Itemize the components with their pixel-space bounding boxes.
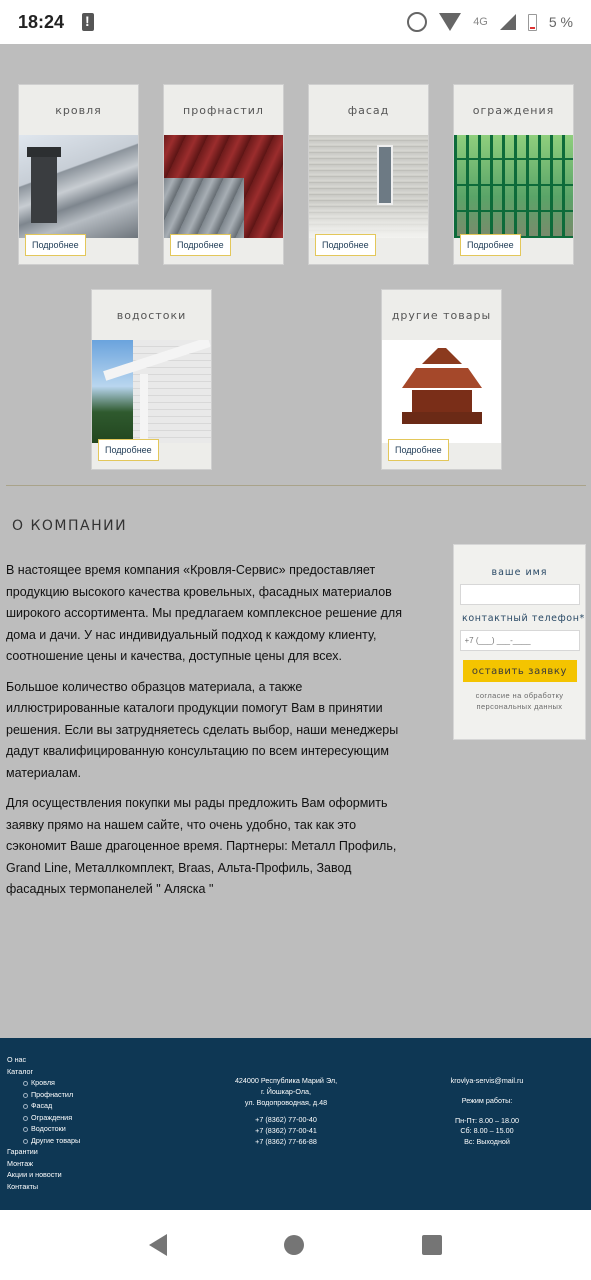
catalog-card-roofing[interactable] xyxy=(18,84,139,265)
cap-body xyxy=(412,390,472,412)
hours-line: Вс: Выходной xyxy=(464,1137,510,1147)
address-line: ул. Водопроводная, д.48 xyxy=(244,1097,328,1107)
wifi-icon xyxy=(439,13,461,31)
phone-input[interactable] xyxy=(460,630,580,651)
fade-overlay xyxy=(309,203,428,238)
other-goods-image xyxy=(382,340,501,443)
name-label: ваше имя xyxy=(491,567,548,578)
footer xyxy=(0,1038,591,1210)
chimney-shape xyxy=(31,153,57,223)
about-paragraph: В настоящее время компания «Кровля-Сервис» предоставляет продукцию высокого качества кровельных, фасадных материалов широкого ассортимента. Мы предлагаем комплексное решение для дома и дачи. У нас индивидуальный подход к каждому клиенту, соотношение цены и качества, доступные цены для всех. xyxy=(6,563,402,663)
recents-icon[interactable] xyxy=(422,1235,442,1255)
address-line: г. Йошкар-Ола, xyxy=(260,1086,312,1096)
details-button[interactable]: Подробнее xyxy=(170,234,231,256)
footer-link-news[interactable]: Акции и новости xyxy=(7,1170,62,1179)
catalog-card-fences[interactable] xyxy=(453,84,574,265)
grey-sheet-shape xyxy=(164,178,244,238)
card-title: другие товары xyxy=(391,308,492,322)
phone-link[interactable]: +7 (8362) 77-00-41 xyxy=(255,1126,317,1136)
android-navigation-bar xyxy=(0,1210,591,1280)
battery-level: 5 % xyxy=(548,14,573,30)
hours-line: Пн-Пт: 8.00 – 18.00 xyxy=(455,1115,519,1125)
alarm-icon xyxy=(407,12,427,32)
submit-request-button[interactable]: оставить заявку xyxy=(463,660,577,682)
home-icon[interactable] xyxy=(284,1235,304,1255)
back-icon[interactable] xyxy=(149,1234,167,1256)
catalog-card-other[interactable] xyxy=(381,289,502,470)
hours-line: Сб: 8.00 – 15.00 xyxy=(460,1126,514,1136)
email-link[interactable]: krovlya-servis@mail.ru xyxy=(450,1076,524,1085)
about-paragraph: Большое количество образцов материала, а также иллюстрированные каталоги продукции помогут Вам в принятии решения. Если вы затрудняетесь сделать выбор, наши менеджеры дадут квалифицированную консультацию по всем интересующим материалам. xyxy=(6,679,399,780)
details-button[interactable]: Подробнее xyxy=(315,234,376,256)
consent-link[interactable]: согласие на обработку персональных данных xyxy=(475,691,564,711)
footer-link-gutters[interactable]: Водостоки xyxy=(7,1123,80,1135)
phone-label: контактный телефон* xyxy=(462,613,585,624)
card-title: фасад xyxy=(347,103,390,117)
fences-image xyxy=(454,135,573,238)
footer-address-block xyxy=(230,1076,342,1148)
footer-link-profnastil[interactable]: Профнастил xyxy=(7,1089,80,1101)
phone-link[interactable]: +7 (8362) 77-00-40 xyxy=(255,1115,317,1125)
footer-link-other[interactable]: Другие товары xyxy=(7,1135,80,1147)
cap-middle xyxy=(402,368,482,388)
details-button[interactable]: Подробнее xyxy=(98,439,159,461)
about-text xyxy=(6,560,404,910)
section-divider xyxy=(6,485,586,486)
drain-pipe xyxy=(140,374,148,443)
facade-image xyxy=(309,135,428,238)
details-button[interactable]: Подробнее xyxy=(25,234,86,256)
fence-mesh xyxy=(454,135,573,238)
catalog-card-facade[interactable] xyxy=(308,84,429,265)
page-content xyxy=(0,44,591,1210)
footer-link-installation[interactable]: Монтаж xyxy=(7,1158,34,1168)
status-bar xyxy=(0,0,591,44)
phone-link[interactable]: +7 (8362) 77-66-88 xyxy=(255,1136,317,1146)
footer-link-catalog[interactable]: Каталог xyxy=(7,1066,34,1076)
about-paragraph: Для осуществления покупки мы рады предложить Вам оформить заявку прямо на нашем сайте, что очень удобно, так как это сэкономит Ваше драгоценное время. Партнеры: Металл Профиль, Grand Line, Металлкомплект, Braas, Альта-Профиль, Завод фасадных термопанелей " Аляска " xyxy=(6,796,397,896)
footer-nav xyxy=(7,1054,80,1192)
catalog-card-profnastil[interactable] xyxy=(163,84,284,265)
status-icons xyxy=(407,12,573,32)
card-title: водостоки xyxy=(116,308,187,322)
cap-base xyxy=(402,412,482,424)
card-title: кровля xyxy=(55,103,102,117)
footer-contacts-block xyxy=(432,1076,542,1148)
network-type: 4G xyxy=(473,16,488,28)
name-input[interactable] xyxy=(460,584,580,605)
roofing-image xyxy=(19,135,138,238)
cap-top xyxy=(422,348,462,364)
footer-link-facade[interactable]: Фасад xyxy=(7,1100,80,1112)
battery-icon xyxy=(528,14,537,31)
battery-alert-icon xyxy=(82,13,94,31)
card-title: профнастил xyxy=(183,103,264,117)
footer-link-fences[interactable]: Ограждения xyxy=(7,1112,80,1124)
status-time: 18:24 xyxy=(18,11,65,32)
signal-icon xyxy=(500,14,516,30)
footer-link-guarantees[interactable]: Гарантии xyxy=(7,1147,38,1156)
footer-link-about[interactable]: О нас xyxy=(7,1055,27,1064)
request-form xyxy=(453,544,586,740)
about-title: О КОМПАНИИ xyxy=(12,518,128,534)
footer-link-roofing[interactable]: Кровля xyxy=(7,1077,80,1089)
details-button[interactable]: Подробнее xyxy=(388,439,449,461)
hours-title: Режим работы: xyxy=(461,1095,513,1105)
gutters-image xyxy=(92,340,211,443)
profnastil-image xyxy=(164,135,283,238)
card-title: ограждения xyxy=(472,103,555,117)
window-shape xyxy=(377,145,393,205)
details-button[interactable]: Подробнее xyxy=(460,234,521,256)
address-line: 424000 Республика Марий Эл, xyxy=(234,1076,338,1085)
footer-link-contacts[interactable]: Контакты xyxy=(7,1181,39,1191)
catalog-card-gutters[interactable] xyxy=(91,289,212,470)
